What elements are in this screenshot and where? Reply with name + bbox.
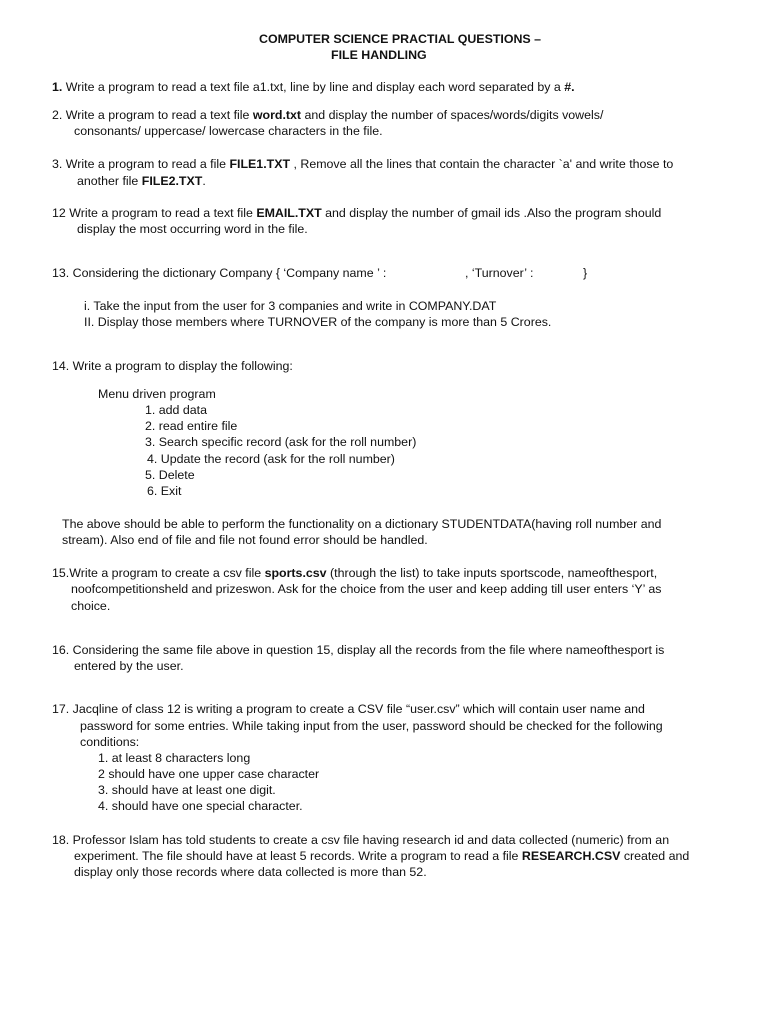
question-2-filename: word.txt bbox=[252, 108, 302, 122]
question-18-line2 bbox=[74, 848, 689, 864]
question-12-text-c: and display the number of gmail ids .Also the program should bbox=[321, 206, 662, 220]
question-13-part-i: i. Take the input from the user for 3 companies and write in COMPANY.DAT bbox=[84, 299, 497, 313]
question-3-period: . bbox=[202, 174, 206, 188]
question-18-text-c: created and bbox=[620, 849, 690, 863]
question-15-line3: choice. bbox=[71, 599, 111, 613]
condition-item: 4. should have one special character. bbox=[98, 799, 303, 813]
menu-item: 6. Exit bbox=[147, 484, 182, 498]
question-3-filename-2: FILE2.TXT bbox=[141, 174, 203, 188]
doc-title-line1: COMPUTER SCIENCE PRACTIAL QUESTIONS – bbox=[259, 32, 542, 46]
question-2-text-a: 2. Write a program to read a text file bbox=[52, 108, 253, 122]
menu-item: 3. Search specific record (ask for the roll number) bbox=[145, 435, 417, 449]
menu-title: Menu driven program bbox=[98, 387, 216, 401]
menu-item: 2. read entire file bbox=[145, 419, 238, 433]
condition-item: 2 should have one upper case character bbox=[98, 767, 320, 781]
question-3-line2 bbox=[77, 173, 206, 189]
question-18-text-a: experiment. The file should have at least 5 records. Write a program to read a file bbox=[74, 849, 522, 863]
question-16-line2: entered by the user. bbox=[74, 659, 184, 673]
condition-item: 1. at least 8 characters long bbox=[98, 751, 251, 765]
question-15-filename: sports.csv bbox=[264, 566, 327, 580]
menu-item: 1. add data bbox=[145, 403, 208, 417]
question-15-line1 bbox=[52, 565, 657, 581]
question-1-text: Write a program to read a text file a1.txt, line by line and display each word separated by a bbox=[62, 80, 565, 94]
condition-item: 3. should have at least one digit. bbox=[98, 783, 276, 797]
question-3-text-c: , Remove all the lines that contain the character `a' and write those to bbox=[290, 157, 674, 171]
question-1-number: 1. bbox=[52, 80, 63, 94]
question-12-text-a: 12 Write a program to read a text file bbox=[52, 206, 257, 220]
question-3-text-a: 3. Write a program to read a file bbox=[52, 157, 230, 171]
question-17-line2: password for some entries. While taking input from the user, password should be checked for the following bbox=[80, 719, 663, 733]
question-18-line1: 18. Professor Islam has told students to create a csv file having research id and data collected (numeric) from an bbox=[52, 833, 670, 847]
question-1 bbox=[52, 79, 575, 95]
question-18-filename: RESEARCH.CSV bbox=[521, 849, 621, 863]
question-14-line1: 14. Write a program to display the following: bbox=[52, 359, 293, 373]
question-18-line3: display only those records where data collected is more than 52. bbox=[74, 865, 427, 879]
menu-item: 4. Update the record (ask for the roll number) bbox=[147, 452, 395, 466]
question-12-line1 bbox=[52, 205, 661, 221]
question-3-line1 bbox=[52, 156, 673, 172]
question-12-line2: display the most occurring word in the file. bbox=[77, 222, 308, 236]
question-2-line2: consonants/ uppercase/ lowercase characters in the file. bbox=[74, 124, 383, 138]
question-14-note-line2: stream). Also end of file and file not found error should be handled. bbox=[62, 533, 428, 547]
question-15-text-c: (through the list) to take inputs sportscode, nameofthesport, bbox=[326, 566, 658, 580]
doc-title-line2: FILE HANDLING bbox=[331, 48, 427, 62]
question-13-part-ii: II. Display those members where TURNOVER of the company is more than 5 Crores. bbox=[84, 315, 552, 329]
menu-item: 5. Delete bbox=[145, 468, 195, 482]
question-3-filename-1: FILE1.TXT bbox=[229, 157, 291, 171]
question-12-filename: EMAIL.TXT bbox=[256, 206, 322, 220]
question-13-line1-a: 13. Considering the dictionary Company { ‘Company name ’ : bbox=[52, 266, 387, 280]
question-15-text-a: 15.Write a program to create a csv file bbox=[52, 566, 265, 580]
question-17-line1: 17. Jacqline of class 12 is writing a program to create a CSV file “user.csv” which will contain user name and bbox=[52, 702, 645, 716]
question-14-note-line1: The above should be able to perform the functionality on a dictionary STUDENTDATA(having roll number and bbox=[62, 517, 662, 531]
question-13-line1-b: , ‘Turnover’ : bbox=[465, 266, 534, 280]
question-16-line1: 16. Considering the same file above in question 15, display all the records from the file where nameofthesport is bbox=[52, 643, 665, 657]
question-3-text-d: another file bbox=[77, 174, 142, 188]
question-15-line2: noofcompetitionsheld and prizeswon. Ask for the choice from the user and keep adding till user enters ‘Y’ as bbox=[71, 582, 662, 596]
question-2-text-c: and display the number of spaces/words/digits vowels/ bbox=[301, 108, 604, 122]
question-2-line1 bbox=[52, 107, 603, 123]
question-1-separator: #. bbox=[564, 80, 575, 94]
question-17-line3: conditions: bbox=[80, 735, 140, 749]
question-13-line1-c: } bbox=[583, 266, 588, 280]
